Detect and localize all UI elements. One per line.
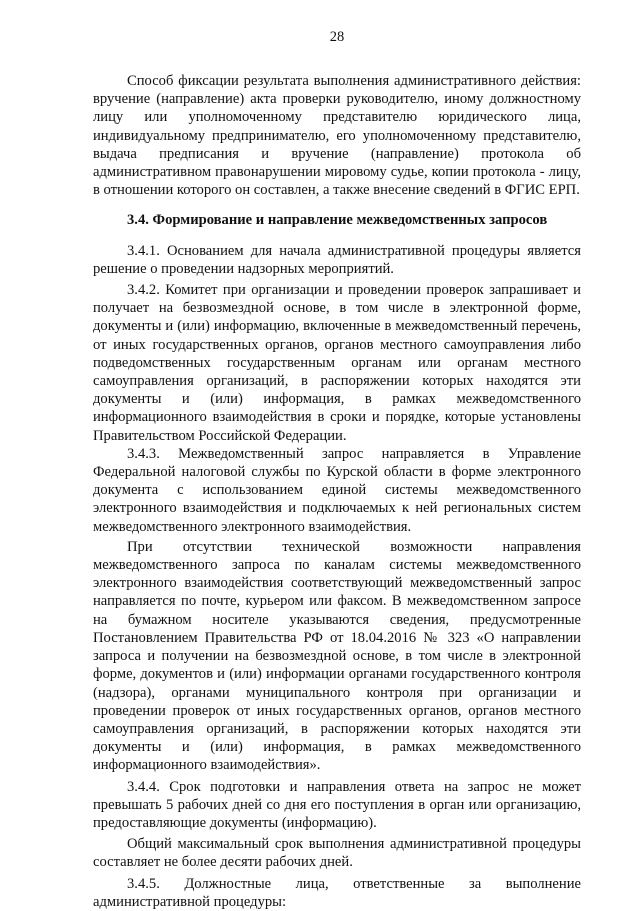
paragraph-3-4-5: 3.4.5. Должностные лица, ответственные за выполнение административной процедуры: xyxy=(93,875,581,910)
document-body xyxy=(93,72,581,911)
paragraph-3-4-2: 3.4.2. Комитет при организации и проведении проверок запрашивает и получает на безвозмездной основе, в том числе в электронной форме, документы и (или) информацию, включенные в межведомственный перечень, от иных государственных органов, органов местного самоуправления либо подведомственных государственным органам или органам местного самоуправления организаций, в распоряжении которых находятся эти документы и (или) информация, в рамках межведомственного информационного взаимодействия в сроки и порядке, которые установлены Правительством Российской Федерации. xyxy=(93,282,581,444)
paragraph-3-4-4: 3.4.4. Срок подготовки и направления ответа на запрос не может превышать 5 рабочих дней со дня его поступления в орган или организацию, предоставляющие документы (информацию). xyxy=(93,778,581,831)
paragraph-3-4-1: 3.4.1. Основанием для начала административной процедуры является решение о проведении надзорных мероприятий. xyxy=(93,242,581,277)
page-number: 28 xyxy=(329,29,345,45)
section-heading: 3.4. Формирование и направление межведомственных запросов xyxy=(127,212,548,229)
paragraph-no-technical-possibility: При отсутствии технической возможности направления межведомственного запроса по каналам системы межведомственного электронного взаимодействия соответствующий межведомственный запрос направляется по почте, курьером или факсом. В межведомственном запросе на бумажном носителе указываются сведения, предусмотренные Постановлением Правительства РФ от 18.04.2016 № 323 «О направлении запроса и получении на безвозмездной основе, в том числе в электронной форме, документов и (или) информации органами государственного контроля (надзора), органами муниципального контроля при организации и проведении проверок от иных государственных органов, органов местного самоуправления организаций, в распоряжении которых находятся эти документы и (или) информация, в рамках межведомственного информационного взаимодействия». xyxy=(93,538,581,774)
intro-paragraph: Способ фиксации результата выполнения административного действия: вручение (направление) акта проверки руководителю, иному должностному лицу или уполномоченному представителю юридического лица, индивидуальному предпринимателю, его уполномоченному представителю, выдача предписания и вручение (направление) протокола об административном правонарушении мировому судье, копии протокола - лицу, в отношении которого он составлен, а также внесение сведений в ФГИС ЕРП. xyxy=(93,73,581,199)
paragraph-total-term: Общий максимальный срок выполнения административной процедуры составляет не более десяти рабочих дней. xyxy=(93,836,581,871)
paragraph-3-4-3: 3.4.3. Межведомственный запрос направляется в Управление Федеральной налоговой службы по Курской области в форме электронного документа с использованием единой системы межведомственного электронного взаимодействия и подключаемых к ней региональных систем межведомственного электронного взаимодействия. xyxy=(93,445,581,535)
